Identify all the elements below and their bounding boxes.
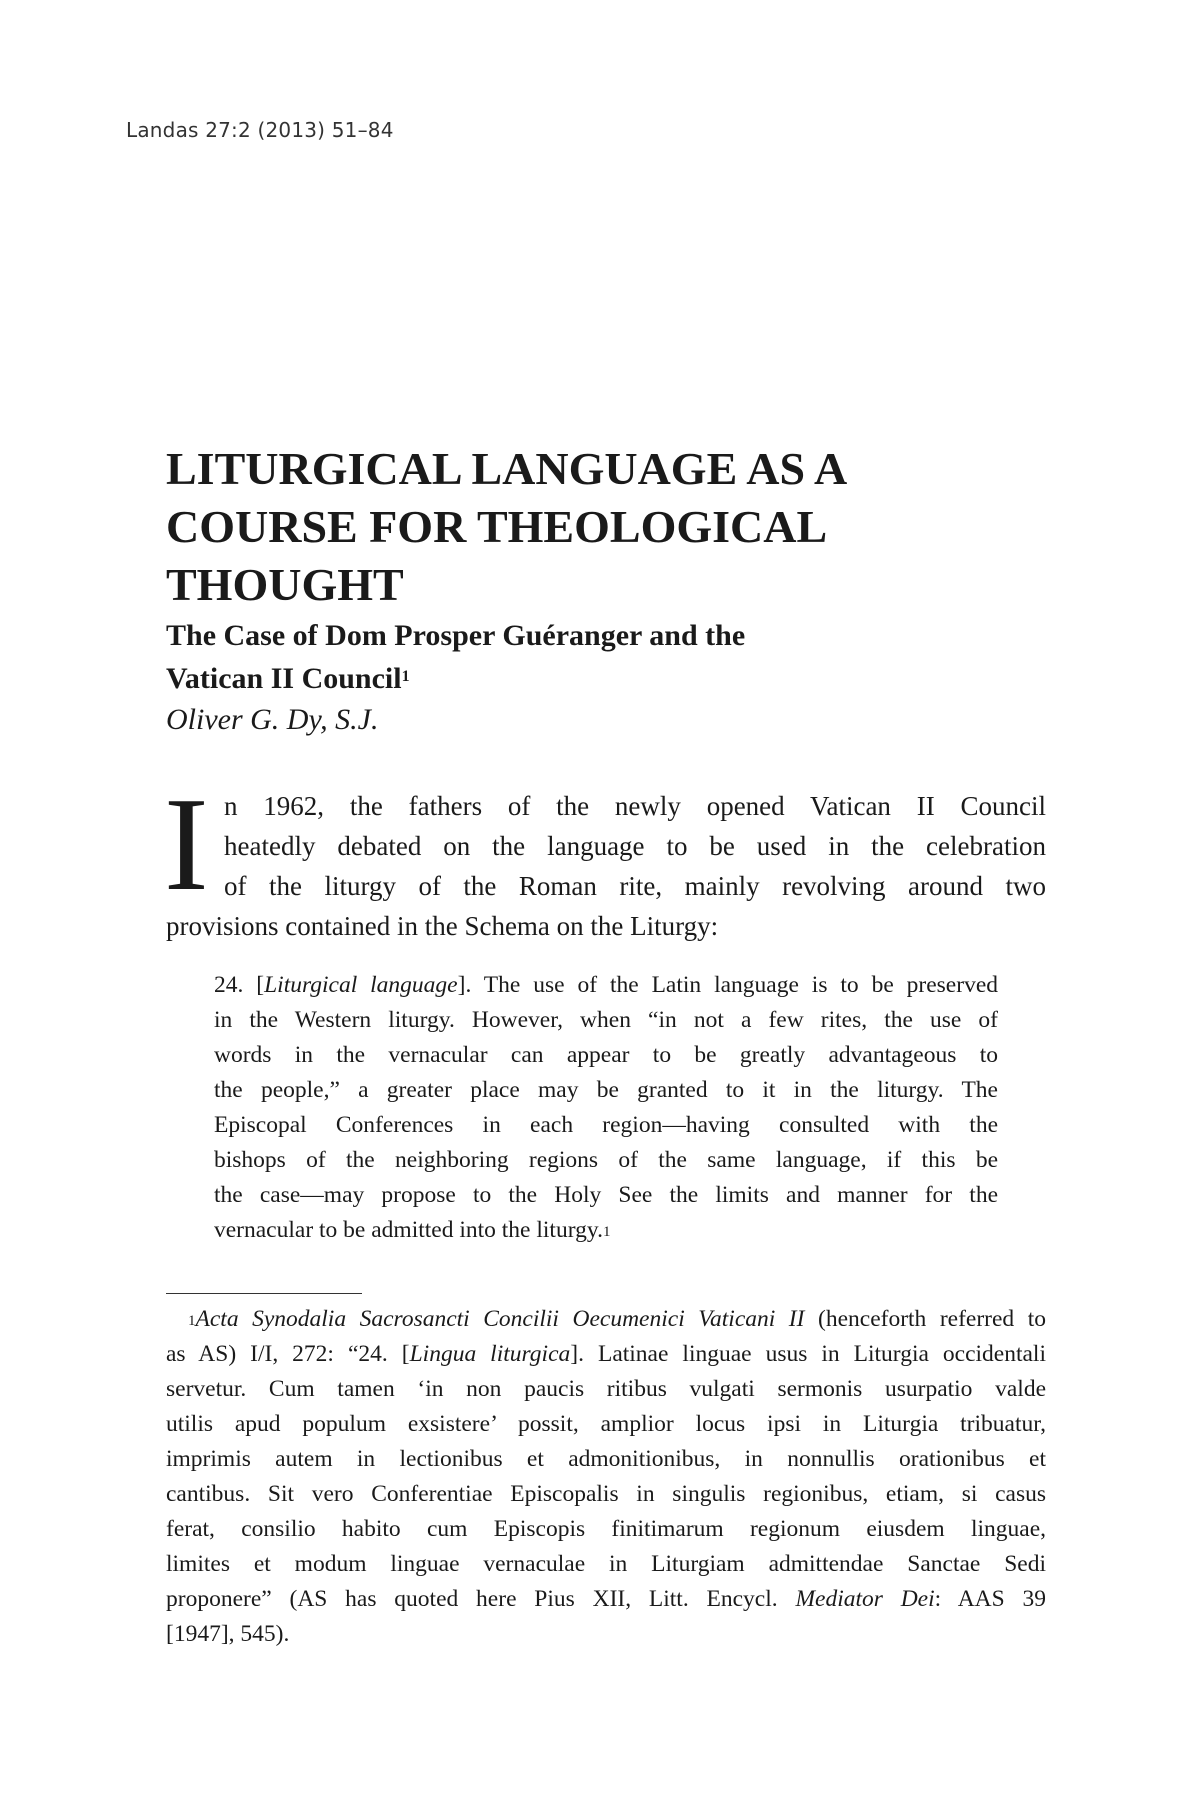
article-subtitle [166,614,1066,700]
footnote-line: limites et modum linguae vernaculae in Liturgiam admittendae Sanctae Sedi [166,1551,1046,1577]
quote-line [214,1213,998,1248]
quote-line: bishops of the neighboring regions of the same language, if this be [214,1147,998,1173]
title-line: COURSE FOR THEOLOGICAL [166,501,828,552]
block-quotation [214,968,998,1248]
footnote-line: utilis apud populum exsistere’ possit, amplior locus ipsi in Liturgia tribuatur, [166,1411,1046,1437]
article-title [166,440,1066,614]
subtitle-line [166,657,1066,700]
footnote-divider [166,1293,362,1294]
body-line: provisions contained in the Schema on the Liturgy: [166,911,719,941]
author-name: Oliver G. Dy, S.J. [166,703,379,736]
body-line: n 1962, the fathers of the newly opened Vatican II Council [224,791,1046,821]
quote-text: ]. The use of the Latin language is to be preserved [457,972,998,998]
body-line: of the liturgy of the Roman rite, mainly revolving around two [224,871,1046,901]
footnote-text: : AAS 39 [934,1586,1047,1612]
footnote-line: imprimis autem in lectionibus et admonitionibus, in nonnullis orationibus et [166,1446,1046,1472]
quote-heading: Liturgical language [264,972,458,998]
article-heading [166,440,1066,740]
quote-line: in the Western liturgy. However, when “in not a few rites, the use of [214,1007,998,1033]
title-line: LITURGICAL LANGUAGE AS A [166,443,848,494]
footnote-source-title: Acta Synodalia Sacrosancti Concilii Oecumenici Vaticani II [195,1306,805,1332]
body-line: heatedly debated on the language to be used in the celebration [224,831,1046,861]
dropcap-block [164,770,1046,918]
footnote-line [166,1582,1046,1617]
running-header: Landas 27:2 (2013) 51–84 [126,118,394,142]
quote-line [214,968,998,1003]
footnote-line: ferat, consilio habito cum Episcopis finitimarum regionum eiusdem linguae, [166,1516,1046,1542]
footnote-reference[interactable]: 1 [602,1224,611,1240]
subtitle-line: The Case of Dom Prosper Guéranger and the [166,619,746,652]
quote-number: 24. [ [214,972,265,998]
footnote-text: ]. Latinae linguae usus in Liturgia occidentali [570,1341,1046,1367]
quote-line: Episcopal Conferences in each region—having consulted with the [214,1112,998,1138]
subtitle-line-text: Vatican II Council [166,662,402,695]
quote-text: vernacular to be admitted into the liturgy. [214,1217,603,1243]
footnote-text: (henceforth referred to [804,1306,1046,1332]
body-paragraph [164,770,1046,946]
footnote-text: as AS) I/I, 272: “24. [ [166,1341,410,1367]
footnote-italic: Lingua liturgica [409,1341,571,1367]
footnote-line [166,1337,1046,1372]
footnote-italic: Mediator Dei [795,1586,935,1612]
footnote-line: [1947], 545). [166,1621,290,1647]
footnote-line [166,1302,1046,1337]
quote-line: words in the vernacular can appear to be greatly advantageous to [214,1042,998,1068]
footnote-reference[interactable]: 1 [401,668,410,685]
drop-cap: I [164,770,209,918]
footnote [166,1302,1046,1652]
footnote-number: 1 [188,1313,196,1329]
footnote-text: proponere” (AS has quoted here Pius XII, Litt. Encycl. [166,1586,796,1612]
footnote-line: cantibus. Sit vero Conferentiae Episcopalis in singulis regionibus, etiam, si casus [166,1481,1046,1507]
quote-line: the case—may propose to the Holy See the limits and manner for the [214,1182,998,1208]
quote-line: the people,” a greater place may be granted to it in the liturgy. The [214,1077,998,1103]
title-line: THOUGHT [166,559,404,610]
footnote-line: servetur. Cum tamen ‘in non paucis ritibus vulgati sermonis usurpatio valde [166,1376,1046,1402]
